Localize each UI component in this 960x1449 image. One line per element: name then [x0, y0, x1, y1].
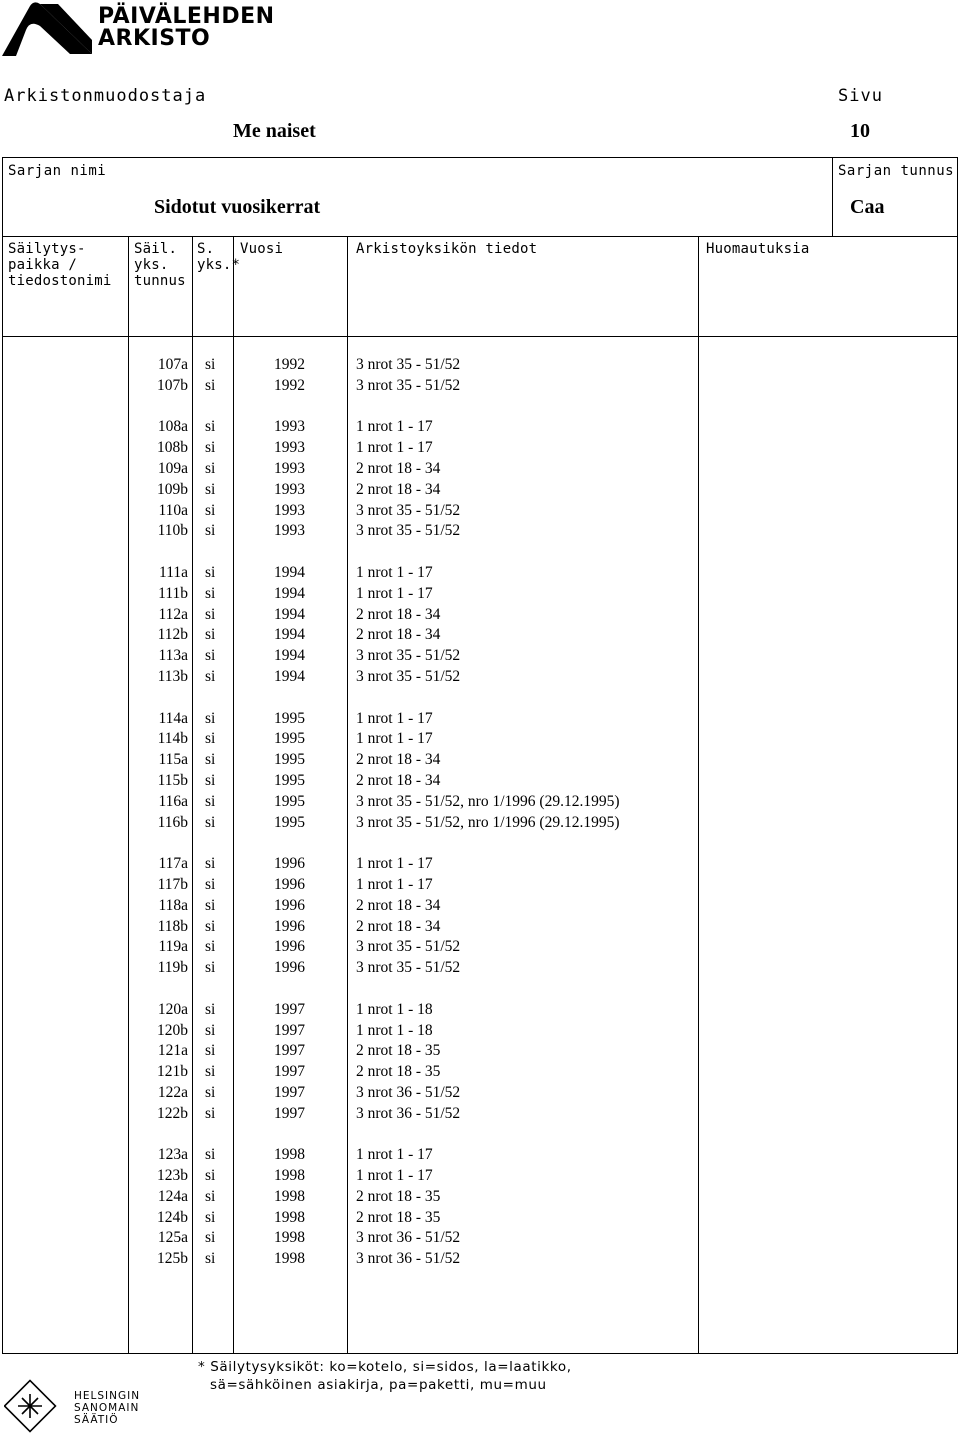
- info-cell: 3 nrot 35 - 51/52: [356, 667, 461, 685]
- table-row: [0, 1083, 960, 1104]
- year-cell: 1998: [274, 1229, 305, 1247]
- table-row: [0, 480, 960, 501]
- info-cell: 3 nrot 35 - 51/52: [356, 959, 461, 977]
- year-cell: 1995: [274, 813, 305, 831]
- unit-type-cell: si: [205, 480, 216, 498]
- unit-id-cell: 119b: [157, 959, 188, 977]
- unit-type-cell: si: [205, 439, 216, 457]
- info-cell: 3 nrot 35 - 51/52: [356, 938, 461, 956]
- info-cell: 3 nrot 35 - 51/52: [356, 376, 461, 394]
- unit-type-cell: si: [205, 1208, 216, 1226]
- unit-type-cell: si: [205, 875, 216, 893]
- series-id: Caa: [850, 196, 885, 218]
- year-cell: 1997: [274, 1042, 305, 1060]
- info-cell: 2 nrot 18 - 35: [356, 1208, 441, 1226]
- unit-type-cell: si: [205, 667, 216, 685]
- info-cell: 3 nrot 36 - 51/52: [356, 1250, 461, 1268]
- year-cell: 1997: [274, 1083, 305, 1101]
- table-row: [0, 1208, 960, 1229]
- unit-id-cell: 121b: [157, 1063, 188, 1081]
- divider-header: [2, 336, 958, 337]
- unit-id-cell: 112a: [158, 605, 188, 623]
- unit-type-cell: si: [205, 1167, 216, 1185]
- unit-type-cell: si: [205, 751, 216, 769]
- year-cell: 1998: [274, 1250, 305, 1268]
- app-title: Arkistonmuodostaja: [4, 86, 207, 106]
- table-row: [0, 875, 960, 896]
- info-cell: 2 nrot 18 - 35: [356, 1063, 441, 1081]
- unit-id-cell: 114b: [157, 730, 188, 748]
- series-id-label: Sarjan tunnus: [838, 163, 955, 179]
- year-cell: 1992: [274, 376, 305, 394]
- table-row: [0, 1021, 960, 1042]
- info-cell: 3 nrot 35 - 51/52: [356, 501, 461, 519]
- unit-type-cell: si: [205, 709, 216, 727]
- table-row: [0, 729, 960, 750]
- divider-series-id: [832, 157, 833, 237]
- table-row: [0, 750, 960, 771]
- unit-type-cell: si: [205, 1063, 216, 1081]
- unit-type-cell: si: [205, 771, 216, 789]
- unit-type-cell: si: [205, 1083, 216, 1101]
- year-cell: 1993: [274, 522, 305, 540]
- unit-id-cell: 124b: [157, 1208, 188, 1226]
- table-row: [0, 667, 960, 688]
- info-cell: 1 nrot 1 - 18: [356, 1021, 433, 1039]
- info-cell: 1 nrot 1 - 17: [356, 439, 433, 457]
- unit-type-cell: si: [205, 792, 216, 810]
- unit-id-cell: 125a: [157, 1229, 188, 1247]
- document-title: Me naiset: [233, 120, 316, 142]
- unit-type-cell: si: [205, 376, 216, 394]
- unit-id-cell: 115a: [158, 751, 188, 769]
- unit-type-cell: si: [205, 938, 216, 956]
- unit-type-cell: si: [205, 855, 216, 873]
- unit-id-cell: 121a: [157, 1042, 188, 1060]
- year-cell: 1996: [274, 875, 305, 893]
- unit-id-cell: 110a: [158, 501, 188, 519]
- unit-id-cell: 123b: [157, 1167, 188, 1185]
- info-cell: 2 nrot 18 - 34: [356, 771, 441, 789]
- table-row: [0, 605, 960, 626]
- table-row: [0, 1062, 960, 1083]
- year-cell: 1995: [274, 771, 305, 789]
- info-cell: 3 nrot 35 - 51/52: [356, 647, 461, 665]
- unit-type-cell: si: [205, 896, 216, 914]
- unit-type-cell: si: [205, 356, 216, 373]
- unit-id-cell: 119a: [158, 938, 188, 956]
- divider-bottom: [2, 1353, 958, 1354]
- info-cell: 1 nrot 1 - 18: [356, 1000, 433, 1018]
- unit-type-cell: si: [205, 1229, 216, 1247]
- table-row: [0, 1000, 960, 1021]
- year-cell: 1997: [274, 1104, 305, 1122]
- year-cell: 1997: [274, 1000, 305, 1018]
- table-row: [0, 771, 960, 792]
- unit-type-cell: si: [205, 1146, 216, 1164]
- page-label: Sivu: [838, 86, 883, 106]
- unit-id-cell: 108a: [157, 418, 188, 436]
- info-cell: 1 nrot 1 - 17: [356, 418, 433, 436]
- info-cell: 1 nrot 1 - 17: [356, 1146, 433, 1164]
- year-cell: 1994: [274, 626, 305, 644]
- year-cell: 1994: [274, 563, 305, 581]
- year-cell: 1993: [274, 480, 305, 498]
- unit-id-cell: 113a: [158, 647, 188, 665]
- table-row: [0, 917, 960, 938]
- year-cell: 1996: [274, 938, 305, 956]
- year-cell: 1995: [274, 792, 305, 810]
- table-row: [0, 584, 960, 605]
- unit-type-cell: si: [205, 522, 216, 540]
- logo-text: [98, 6, 275, 50]
- unit-id-cell: 118b: [157, 917, 188, 935]
- table-row: [0, 896, 960, 917]
- col-header-info: Arkistoyksikön tiedot: [356, 241, 538, 257]
- unit-type-cell: si: [205, 459, 216, 477]
- year-cell: 1996: [274, 855, 305, 873]
- col-header-notes: Huomautuksia: [706, 241, 810, 257]
- table-row: [0, 1166, 960, 1187]
- unit-id-cell: 122b: [157, 1104, 188, 1122]
- table-row: [0, 438, 960, 459]
- footer-logo-text: HELSINGIN SANOMAIN SÄÄTIÖ: [74, 1390, 141, 1426]
- footnote-line1: * Säilytysyksiköt: ko=kotelo, si=sidos, la=laatikko,: [198, 1359, 572, 1375]
- unit-type-cell: si: [205, 1187, 216, 1205]
- year-cell: 1994: [274, 647, 305, 665]
- table-row: [0, 417, 960, 438]
- table-row: [0, 1145, 960, 1166]
- table-row: [0, 459, 960, 480]
- series-name-label: Sarjan nimi: [8, 163, 107, 179]
- unit-id-cell: 118a: [158, 896, 188, 914]
- divider-series: [2, 236, 958, 237]
- info-cell: 2 nrot 18 - 34: [356, 896, 441, 914]
- unit-id-cell: 114a: [158, 709, 188, 727]
- info-cell: 3 nrot 35 - 51/52: [356, 522, 461, 540]
- year-cell: 1993: [274, 418, 305, 436]
- year-cell: 1996: [274, 896, 305, 914]
- info-cell: 3 nrot 35 - 51/52, nro 1/1996 (29.12.1995): [356, 792, 620, 810]
- unit-id-cell: 112b: [157, 626, 188, 644]
- page-number: 10: [850, 120, 870, 142]
- info-cell: 2 nrot 18 - 34: [356, 605, 441, 623]
- table-row: [0, 813, 960, 834]
- archive-unit-list: [0, 355, 960, 1270]
- unit-id-cell: 116b: [157, 813, 188, 831]
- year-cell: 1997: [274, 1021, 305, 1039]
- unit-type-cell: si: [205, 813, 216, 831]
- unit-type-cell: si: [205, 501, 216, 519]
- year-cell: 1996: [274, 917, 305, 935]
- unit-type-cell: si: [205, 1000, 216, 1018]
- col-header-location: Säilytys- paikka / tiedostonimi: [8, 241, 112, 289]
- footnote: [198, 1358, 572, 1394]
- unit-id-cell: 109a: [157, 459, 188, 477]
- info-cell: 2 nrot 18 - 35: [356, 1187, 441, 1205]
- series-name: Sidotut vuosikerrat: [154, 196, 321, 218]
- info-cell: 3 nrot 36 - 51/52: [356, 1083, 461, 1101]
- year-cell: 1994: [274, 667, 305, 685]
- info-cell: 1 nrot 1 - 17: [356, 563, 433, 581]
- unit-type-cell: si: [205, 418, 216, 436]
- year-cell: 1998: [274, 1208, 305, 1226]
- unit-id-cell: 107b: [157, 376, 188, 394]
- info-cell: 2 nrot 18 - 34: [356, 917, 441, 935]
- unit-id-cell: 123a: [157, 1146, 188, 1164]
- info-cell: 1 nrot 1 - 17: [356, 855, 433, 873]
- year-cell: 1996: [274, 959, 305, 977]
- unit-id-cell: 110b: [157, 522, 188, 540]
- info-cell: 2 nrot 18 - 35: [356, 1042, 441, 1060]
- unit-id-cell: 125b: [157, 1250, 188, 1268]
- info-cell: 2 nrot 18 - 34: [356, 751, 441, 769]
- unit-type-cell: si: [205, 584, 216, 602]
- col-header-unit-id: Säil. yks. tunnus: [134, 241, 186, 289]
- info-cell: 1 nrot 1 - 17: [356, 709, 433, 727]
- col-header-unit-type: S. yks.*: [197, 241, 241, 273]
- year-cell: 1993: [274, 439, 305, 457]
- info-cell: 3 nrot 35 - 51/52, nro 1/1996 (29.12.1995): [356, 813, 620, 831]
- table-row: [0, 792, 960, 813]
- table-row: [0, 1104, 960, 1125]
- table-row: [0, 625, 960, 646]
- year-cell: 1993: [274, 501, 305, 519]
- year-cell: 1992: [274, 356, 305, 373]
- table-row: [0, 646, 960, 667]
- info-cell: 2 nrot 18 - 34: [356, 480, 441, 498]
- info-cell: 1 nrot 1 - 17: [356, 875, 433, 893]
- divider-top: [2, 157, 958, 158]
- table-row: [0, 1041, 960, 1062]
- unit-type-cell: si: [205, 1250, 216, 1268]
- year-cell: 1994: [274, 605, 305, 623]
- table-row: [0, 958, 960, 979]
- info-cell: 3 nrot 36 - 51/52: [356, 1229, 461, 1247]
- info-cell: 2 nrot 18 - 34: [356, 459, 441, 477]
- year-cell: 1998: [274, 1167, 305, 1185]
- unit-id-cell: 111a: [159, 563, 188, 581]
- info-cell: 2 nrot 18 - 34: [356, 626, 441, 644]
- info-cell: 3 nrot 35 - 51/52: [356, 356, 461, 373]
- unit-id-cell: 115b: [157, 771, 188, 789]
- year-cell: 1995: [274, 751, 305, 769]
- year-cell: 1994: [274, 584, 305, 602]
- unit-id-cell: 124a: [157, 1187, 188, 1205]
- table-row: [0, 355, 960, 376]
- year-cell: 1995: [274, 730, 305, 748]
- unit-id-cell: 111b: [158, 584, 188, 602]
- unit-type-cell: si: [205, 647, 216, 665]
- year-cell: 1995: [274, 709, 305, 727]
- table-row: [0, 854, 960, 875]
- unit-type-cell: si: [205, 917, 216, 935]
- unit-type-cell: si: [205, 605, 216, 623]
- unit-type-cell: si: [205, 730, 216, 748]
- table-row: [0, 563, 960, 584]
- year-cell: 1998: [274, 1146, 305, 1164]
- year-cell: 1993: [274, 459, 305, 477]
- table-row: [0, 1249, 960, 1270]
- year-cell: 1998: [274, 1187, 305, 1205]
- table-row: [0, 709, 960, 730]
- unit-type-cell: si: [205, 1021, 216, 1039]
- unit-id-cell: 117b: [157, 875, 188, 893]
- col-header-year: Vuosi: [240, 241, 284, 257]
- table-row: [0, 1187, 960, 1208]
- table-row: [0, 521, 960, 542]
- unit-type-cell: si: [205, 1104, 216, 1122]
- unit-id-cell: 109b: [157, 480, 188, 498]
- year-cell: 1997: [274, 1063, 305, 1081]
- info-cell: 1 nrot 1 - 17: [356, 730, 433, 748]
- table-row: [0, 376, 960, 397]
- unit-type-cell: si: [205, 626, 216, 644]
- info-cell: 1 nrot 1 - 17: [356, 584, 433, 602]
- unit-id-cell: 113b: [157, 667, 188, 685]
- unit-id-cell: 107a: [157, 356, 188, 373]
- unit-id-cell: 120b: [157, 1021, 188, 1039]
- unit-id-cell: 122a: [157, 1083, 188, 1101]
- unit-type-cell: si: [205, 1042, 216, 1060]
- footnote-line2: sä=sähköinen asiakirja, pa=paketti, mu=muu: [210, 1377, 547, 1393]
- logo-line2: ARKISTO: [98, 26, 211, 51]
- info-cell: 1 nrot 1 - 17: [356, 1167, 433, 1185]
- unit-type-cell: si: [205, 563, 216, 581]
- unit-id-cell: 117a: [158, 855, 188, 873]
- unit-type-cell: si: [205, 959, 216, 977]
- unit-id-cell: 120a: [157, 1000, 188, 1018]
- table-row: [0, 937, 960, 958]
- info-cell: 3 nrot 36 - 51/52: [356, 1104, 461, 1122]
- logo-line1: PÄIVÄLEHDEN: [98, 4, 275, 29]
- unit-id-cell: 116a: [158, 792, 188, 810]
- table-row: [0, 1228, 960, 1249]
- unit-id-cell: 108b: [157, 439, 188, 457]
- table-row: [0, 501, 960, 522]
